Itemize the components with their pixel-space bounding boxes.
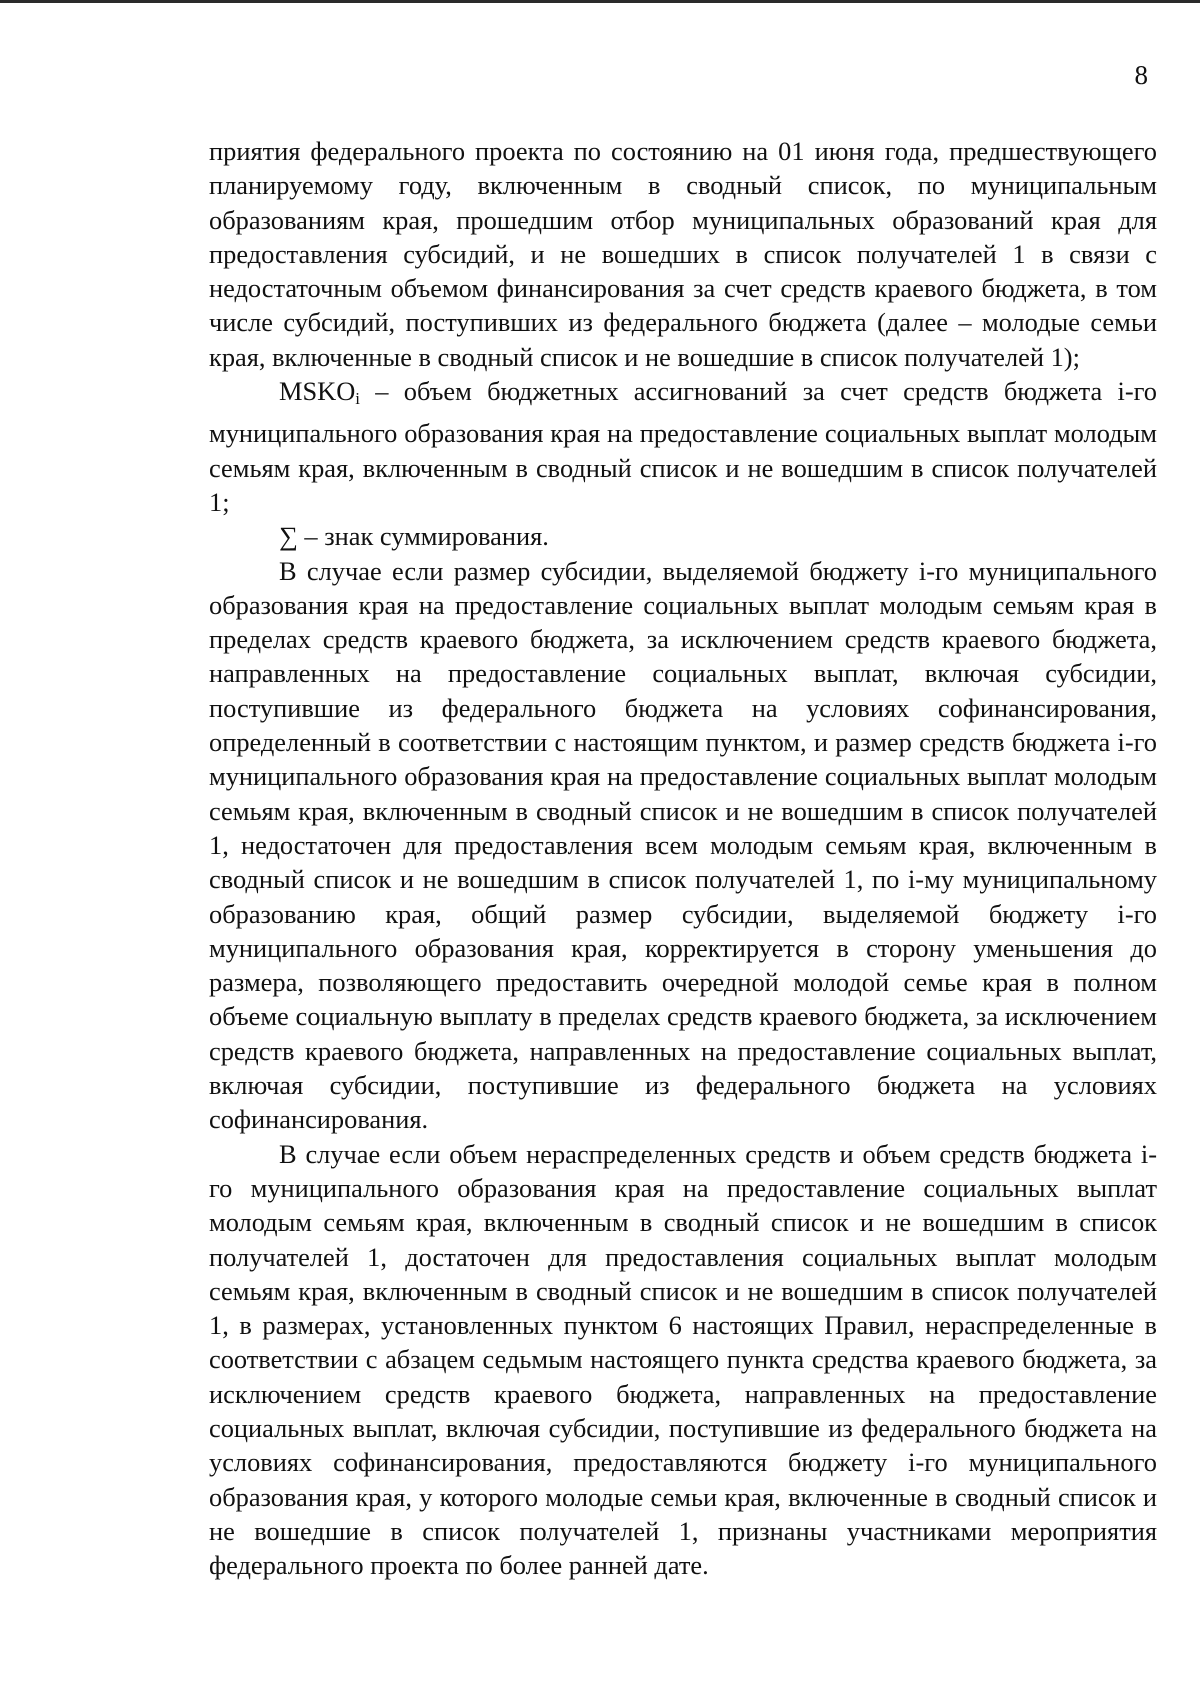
msko-symbol: MSKO <box>279 376 356 407</box>
msko-subscript: i <box>355 389 360 409</box>
paragraph-continuation: приятия федерального проекта по состоянию на 01 июня года, предшествующего планируемому году, включенным в сводный список, по муниципальным образованиям края, прошедшим отбор муниципальных образований края для предоставления субсидий, и не вошедших в список получателей 1 в связи с недостаточным объемом финансирования за счет средств краевого бюджета, в том числе субсидий, поступивших из федерального бюджета (далее – молодые семьи края, включенные в сводный список и не вошедшие в список получателей 1); <box>209 136 1157 372</box>
msko-definition-text: – объем бюджетных ассигнований за счет средств бюджета i-го муниципального образования края на предоставление социальных выплат молодым семьям края, включенным в сводный список и не вошедшим в список получателей 1; <box>209 376 1157 517</box>
scan-edge-line <box>0 0 1200 3</box>
paragraph-case-two: В случае если объем нераспределенных средств и объем средств бюджета i-го муниципального образования края на предоставление социальных выплат молодым семьям края, включенным в сводный список и не вошедшим в список получателей 1, достаточен для предоставления социальных выплат молодым семьям края, включенным в сводный список и не вошедшим в список получателей 1, в размерах, установленных пунктом 6 настоящих Правил, нераспределенные в соответствии с абзацем седьмым настоящего пункта средства краевого бюджета, за исключением средств краевого бюджета, направленных на предоставление социальных выплат, включая субсидии, поступившие из федерального бюджета на условиях софинансирования, предоставляются бюджету i-го муниципального образования края, у которого молодые семьи края, включенные в сводный список и не вошедшие в список получателей 1, признаны участниками мероприятия федерального проекта по более ранней дате. <box>209 1138 1157 1581</box>
document-body <box>209 134 1157 1582</box>
page-number: 8 <box>1134 60 1148 90</box>
paragraph-case-one: В случае если размер субсидии, выделяемой бюджету i-го муниципального образования края на предоставление социальных выплат молодым семьям края в пределах средств краевого бюджета, за исключением средств краевого бюджета, направленных на предоставление социальных выплат, включая субсидии, поступившие из федерального бюджета на условиях софинансирования, определенный в соответствии с настоящим пунктом, и размер средств бюджета i-го муниципального образования края на предоставление социальных выплат молодым семьям края, включенным в сводный список и не вошедшим в список получателей 1, недостаточен для предоставления всем молодым семьям края, включенным в сводный список и не вошедшим в список получателей 1, по i-му муниципальному образованию края, общий размер субсидии, выделяемой бюджету i-го муниципального образования края, корректируется в сторону уменьшения до размера, позволяющего предоставить очередной молодой семье края в полном объеме социальную выплату в пределах средств краевого бюджета, за исключением средств краевого бюджета, направленных на предоставление социальных выплат, включая субсидии, поступившие из федерального бюджета на условиях софинансирования. <box>209 555 1157 1135</box>
paragraph-sigma-definition: ∑ – знак суммирования. <box>279 521 549 552</box>
paragraph-msko-definition <box>209 374 1157 519</box>
